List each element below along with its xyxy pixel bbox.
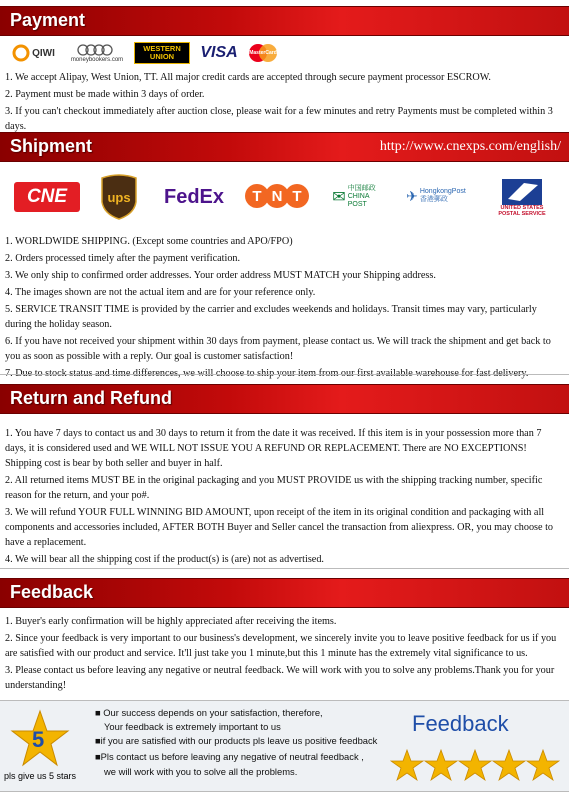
payment-title: Payment bbox=[10, 10, 86, 30]
shipment-item: 2. Orders processed timely after the payment verification. bbox=[5, 253, 241, 264]
divider bbox=[0, 374, 569, 375]
shipment-logos bbox=[0, 172, 569, 224]
feedback-banner bbox=[0, 700, 569, 792]
banner-line: ■ Our success depends on your satisfaction, therefore, bbox=[95, 707, 323, 718]
feedback-badge-title: Feedback bbox=[412, 711, 509, 736]
moneybookers-logo: moneybookers.com bbox=[66, 40, 128, 66]
shipment-header bbox=[0, 132, 569, 162]
feedback-item: 2. Since your feedback is very important to our business's development, we sincerely invite you to leave positive feedback for us if you are satisfied with our product and service. It'll just take you 1 minute,but this 1 minute has the extremely vital significance to us. bbox=[5, 633, 557, 659]
shipment-item: 1. WORLDWIDE SHIPPING. (Except some countries and APO/FPO) bbox=[5, 236, 293, 247]
hongkong-post-icon: ✈ bbox=[406, 187, 418, 204]
western-union-logo: WESTERN UNION bbox=[134, 42, 190, 64]
usps-logo: UNITED STATES POSTAL SERVICE bbox=[494, 176, 550, 220]
shipment-item: 5. SERVICE TRANSIT TIME is provided by the carrier and excludes weekends and holidays. Transit times may vary, particularly during the holiday season. bbox=[5, 304, 537, 330]
payment-item: 1. We accept Alipay, West Union, TT. All major credit cards are accepted through secure payment processor ESCROW. bbox=[5, 72, 491, 83]
payment-header bbox=[0, 6, 569, 36]
fedex-logo: FedEx bbox=[163, 185, 225, 208]
feedback-item: 3. Please contact us before leaving any negative or neutral feedback. We will work with you to solve any problems.Thank you for your understanding! bbox=[5, 665, 555, 691]
hongkong-post-logo: ✈ HongkongPost 香港郵政 bbox=[406, 187, 466, 204]
returns-item: 2. All returned items MUST BE in the original packaging and you MUST PROVIDE us with the shipping tracking number, specific reason for the return, and your po#. bbox=[5, 475, 543, 501]
returns-item: 1. You have 7 days to contact us and 30 days to return it from the date it was received. If this item is in your possession more than 7 days, it is considered used and WE WILL NOT ISSUE YOU A REFUND OR REPLACEMENT. There are NO EXCEPTIONS! Shipping cost is bear by both seller and buyer in half. bbox=[5, 428, 542, 469]
returns-item: 4. We will bear all the shipping cost if the product(s) is (are) not as advertised. bbox=[5, 554, 324, 565]
payment-list bbox=[5, 70, 561, 136]
returns-title: Return and Refund bbox=[10, 388, 172, 408]
returns-list bbox=[5, 426, 561, 569]
star-number: 5 bbox=[32, 727, 45, 752]
feedback-item: 1. Buyer's early confirmation will be highly appreciated after receiving the items. bbox=[5, 616, 337, 627]
star-caption: pls give us 5 stars bbox=[4, 771, 77, 781]
banner-line: we will work with you to solve all the problems. bbox=[104, 766, 298, 777]
returns-header bbox=[0, 384, 569, 414]
ups-logo: ups bbox=[100, 174, 138, 220]
five-star-icon bbox=[10, 709, 70, 769]
shipment-url-link[interactable]: http://www.cnexps.com/english/ bbox=[379, 139, 561, 154]
mastercard-logo: MasterCard bbox=[246, 42, 280, 64]
shipment-item: 3. We only ship to confirmed order addresses. Your order address MUST MATCH your Shipping address. bbox=[5, 270, 436, 281]
banner-line: ■if you are satisfied with our products pls leave us positive feedback bbox=[95, 735, 378, 746]
cne-logo: CNE bbox=[14, 182, 80, 212]
feedback-badge bbox=[390, 707, 560, 785]
shipment-title: Shipment bbox=[10, 136, 93, 156]
feedback-list bbox=[5, 614, 561, 695]
payment-item: 3. If you can't checkout immediately after auction close, please wait for a few minutes and retry Payments must be completed within 3 days. bbox=[5, 106, 553, 132]
divider bbox=[0, 568, 569, 569]
shipment-list bbox=[5, 234, 561, 383]
returns-item: 3. We will refund YOUR FULL WINNING BID AMOUNT, upon receipt of the item in its original condition and packaging with all components and accessories included, AFTER BOTH Buyer and Seller cancel the transaction from aliexpress. OR, you may choose to have a replacement. bbox=[5, 507, 554, 548]
shipment-item: 4. The images shown are not the actual item and are for your reference only. bbox=[5, 287, 316, 298]
visa-logo: VISA bbox=[200, 44, 238, 61]
tnt-logo: TNT bbox=[244, 176, 310, 216]
banner-line: ■Pls contact us before leaving any negative of neutral feedback , bbox=[95, 751, 364, 762]
banner-line: Your feedback is extremely important to us bbox=[104, 721, 281, 732]
feedback-title: Feedback bbox=[10, 582, 94, 602]
feedback-header bbox=[0, 578, 569, 608]
china-post-logo: ✉ 中国邮政 CHINA POST bbox=[332, 185, 376, 208]
china-post-icon: ✉ bbox=[332, 189, 346, 206]
shipment-item: 6. If you have not received your shipment within 30 days from payment, please contact us. We will track the shipment and get back to you as soon as possible with a reply. Our goal is customer satisfaction! bbox=[5, 336, 551, 362]
star-rating-icon bbox=[390, 749, 560, 781]
qiwi-logo: QIWI bbox=[6, 40, 61, 66]
payment-logos bbox=[0, 40, 569, 68]
payment-item: 2. Payment must be made within 3 days of order. bbox=[5, 89, 205, 100]
